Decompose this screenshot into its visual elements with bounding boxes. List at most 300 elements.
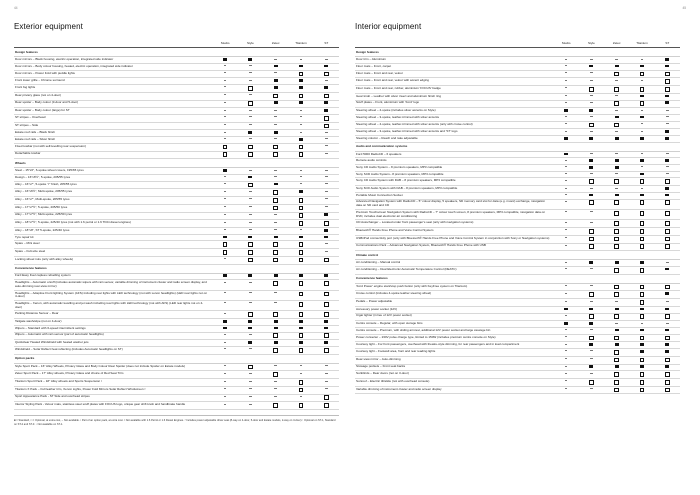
optional-marker [299,242,304,247]
availability-cell [212,280,237,290]
availability-cell [579,158,604,165]
availability-cell [553,228,578,236]
table-row [14,290,339,300]
standard-marker [665,101,669,104]
feature-label: Steering column – Reach and rake adjustable [355,136,553,143]
availability-cell [212,234,237,241]
optional-marker [324,395,329,400]
availability-cell [212,325,237,332]
availability-cell [288,273,313,280]
availability-cell [238,57,263,64]
optional-marker [640,211,645,216]
availability-cell [655,327,680,334]
availability-cell [655,291,680,299]
optional-marker [640,72,645,77]
standard-marker [299,274,303,277]
table-row [14,332,339,340]
feature-label: Door mirrors – Body colour housing, heated, electric operation, integrated side indicator [14,63,212,70]
availability-cell [314,234,339,241]
availability-cell [238,234,263,241]
feature-label: Communications Pack – Advanced Navigation System, Bluetooth® Hands Free Phone with USB [355,243,553,251]
availability-cell [553,57,578,64]
optional-marker [665,237,670,242]
optional-marker [273,242,278,247]
table-row [355,356,680,364]
availability-cell [263,273,288,280]
availability-cell [579,342,604,349]
availability-cell [604,93,629,100]
availability-cell [288,63,313,70]
table-row [14,181,339,189]
standard-marker [223,58,227,61]
optional-marker [614,314,619,319]
feature-label: Parking Distance Sensor – Rear [14,311,212,319]
optional-marker [640,358,645,363]
standard-marker [248,176,252,179]
availability-cell [263,363,288,371]
standard-marker [665,292,669,295]
column-header-zetec: Zetec [263,41,288,48]
availability-cell [288,249,313,257]
availability-cell [263,197,288,205]
availability-cell [655,121,680,129]
availability-cell [263,100,288,108]
availability-cell [553,386,578,394]
availability-cell [263,249,288,257]
standard-marker [640,261,644,264]
optional-marker [640,292,645,297]
optional-marker [589,292,594,297]
standard-marker [223,274,227,277]
availability-cell [604,114,629,121]
optional-marker [665,229,670,234]
standard-marker [589,308,593,311]
optional-marker [665,380,670,385]
feature-label: Tyre repair kit [14,234,212,241]
availability-cell [629,136,654,143]
availability-cell [314,363,339,371]
standard-marker [223,236,227,239]
availability-cell [212,57,237,64]
availability-cell [579,260,604,267]
optional-marker [223,145,228,150]
availability-cell [629,349,654,357]
availability-cell [263,168,288,175]
feature-label: Sunroof – Electric tilt/slide (not with overhead console) [355,378,553,386]
standard-marker [299,341,303,344]
feature-label: Rear privacy glass (not on 4-door) [14,92,212,100]
availability-cell [655,321,680,328]
availability-cell [288,78,313,85]
feature-label: Headlights – Adaptive Front lighting System (AFS) including rear lights with LED technology (not with xenon headlights) (LED rear lights not on 4-door) [14,290,212,300]
availability-cell [655,334,680,342]
availability-cell [212,332,237,340]
optional-marker [273,258,278,263]
standard-marker [274,79,278,82]
page-title-interior: Interior equipment [355,22,422,31]
optional-marker [665,179,670,184]
section-header-row [355,48,680,57]
availability-cell [604,108,629,115]
availability-cell [604,378,629,386]
availability-cell [579,100,604,108]
standard-marker [589,322,593,325]
availability-cell [314,332,339,340]
availability-cell [579,371,604,379]
table-row [14,174,339,181]
standard-marker [589,166,593,169]
optional-marker [589,314,594,319]
standard-marker [223,320,227,323]
availability-cell [314,220,339,228]
feature-label: Door trim – Aluminium [355,57,553,64]
standard-marker [299,65,303,68]
table-row [14,394,339,402]
table-row [355,86,680,94]
standard-marker [665,308,669,311]
optional-marker [665,372,670,377]
availability-cell [579,186,604,193]
availability-cell [212,108,237,115]
availability-cell [212,273,237,280]
feature-label: Bluetooth® Hands Free Phone and Voice Control System [355,228,553,236]
standard-marker [615,159,619,162]
availability-cell [655,349,680,357]
exterior-column [14,22,339,426]
optional-marker [299,198,304,203]
availability-cell [579,199,604,209]
optional-marker [273,152,278,157]
availability-cell [238,325,263,332]
availability-cell [288,394,313,402]
standard-marker [564,153,568,156]
availability-cell [604,178,629,186]
availability-cell [212,143,237,151]
feature-label: Sport Appearance Pack - ST Side and overhead stripes [14,394,212,402]
availability-cell [238,371,263,379]
feature-label: Detachable towbar [14,151,212,159]
availability-cell [288,151,313,159]
table-row [14,280,339,290]
feature-label: Interior Styling Pack - Velour mats, stainless steel scuff plates with FOCUS logo, unique gear shift knob and handbrake handle [14,402,212,410]
availability-cell [288,228,313,235]
availability-cell [655,178,680,186]
optional-marker [614,123,619,128]
optional-marker [299,281,304,286]
availability-cell [263,402,288,410]
availability-cell [553,313,578,321]
table-row [355,291,680,299]
optional-marker [324,302,329,307]
availability-cell [314,174,339,181]
availability-cell [604,158,629,165]
column-header-style: Style [579,41,604,48]
optional-marker [248,365,253,370]
availability-cell [629,114,654,121]
feature-label: ST stripes – Overhead [14,114,212,122]
availability-cell [579,178,604,186]
availability-cell [263,394,288,402]
section-header-row [14,159,339,168]
availability-cell [238,189,263,197]
availability-cell [263,280,288,290]
optional-marker [299,152,304,157]
standard-marker [324,327,328,330]
optional-marker [589,179,594,184]
availability-cell [288,122,313,130]
availability-cell [212,319,237,326]
standard-marker [615,166,619,169]
availability-cell [238,212,263,220]
optional-marker [614,388,619,393]
standard-marker [299,327,303,330]
optional-marker [640,314,645,319]
availability-cell [604,283,629,291]
standard-marker [274,183,278,186]
availability-cell [314,100,339,108]
availability-cell [238,143,263,151]
section-header-row [355,142,680,151]
availability-cell [655,100,680,108]
availability-cell [553,371,578,379]
standard-marker [640,159,644,162]
availability-cell [655,260,680,267]
standard-marker [665,194,669,197]
optional-marker [614,211,619,216]
table-row [355,342,680,349]
availability-cell [629,266,654,274]
table-row [14,220,339,228]
optional-marker [273,206,278,211]
standard-marker [615,329,619,332]
optional-marker [614,285,619,290]
table-row [355,283,680,291]
feature-label: Courtesy light – For front passengers, overhead with theatre-style dimming, for rear passengers and in load compartment [355,342,553,349]
optional-marker [640,372,645,377]
feature-label: Locking wheel nuts (only with alloy wheels) [14,256,212,264]
availability-cell [212,340,237,347]
availability-cell [212,204,237,212]
availability-cell [553,243,578,251]
availability-cell [553,70,578,78]
feature-label: Front fog lights [14,85,212,93]
table-row [14,402,339,410]
standard-marker [640,116,644,119]
optional-marker [614,229,619,234]
availability-cell [288,181,313,189]
table-row [355,100,680,108]
availability-cell [288,325,313,332]
availability-cell [629,260,654,267]
availability-cell [604,356,629,364]
standard-marker [248,327,252,330]
availability-cell [263,241,288,249]
standard-marker [665,95,669,98]
availability-cell [263,301,288,311]
availability-cell [579,57,604,64]
availability-cell [212,70,237,78]
availability-cell [288,212,313,220]
standard-marker [248,131,252,134]
feature-label: Floor mats – Front and rear, rubber, aluminium 'FOCUS' badge [355,86,553,94]
availability-cell [314,256,339,264]
section-title: Option packs [14,354,339,363]
availability-cell [553,151,578,158]
availability-cell [655,378,680,386]
standard-marker [324,101,328,104]
table-row [355,70,680,78]
optional-marker [589,380,594,385]
feature-label: Estate roof rails – Black finish [14,130,212,137]
availability-cell [579,235,604,243]
optional-marker [640,380,645,385]
availability-cell [604,306,629,313]
availability-cell [553,349,578,357]
table-row [355,93,680,100]
availability-cell [212,386,237,394]
optional-marker [273,145,278,150]
table-row [355,266,680,274]
availability-cell [579,86,604,94]
availability-cell [553,114,578,121]
availability-cell [553,192,578,199]
table-row [355,129,680,136]
table-row [355,321,680,328]
standard-marker [665,329,669,332]
standard-marker [248,341,252,344]
standard-marker [324,236,328,239]
availability-cell [288,130,313,137]
optional-marker [299,333,304,338]
optional-marker [273,333,278,338]
availability-cell [288,168,313,175]
availability-cell [579,63,604,70]
availability-cell [629,327,654,334]
table-row [14,100,339,108]
feature-label: Spare – Mini steel [14,241,212,249]
availability-cell [553,334,578,342]
table-row [355,313,680,321]
availability-cell [553,378,578,386]
optional-marker [589,237,594,242]
availability-cell [655,299,680,307]
availability-cell [579,356,604,364]
availability-cell [212,130,237,137]
availability-cell [288,311,313,319]
availability-cell [604,220,629,228]
optional-marker [299,258,304,263]
optional-marker [665,200,670,205]
availability-cell [314,151,339,159]
optional-marker [223,152,228,157]
standard-marker [274,236,278,239]
availability-cell [212,301,237,311]
optional-marker [665,221,670,226]
availability-cell [553,327,578,334]
availability-cell [629,334,654,342]
optional-marker [665,388,670,393]
availability-cell [212,402,237,410]
availability-cell [238,63,263,70]
optional-marker [589,229,594,234]
availability-cell [579,192,604,199]
optional-marker [248,250,253,255]
standard-marker [589,65,593,68]
exterior-table-head [14,41,339,48]
availability-cell [604,299,629,307]
standard-marker [299,190,303,193]
feature-label: Steering wheel – 4-spoke, leather-trimmed with silver accents (only with cruise control) [355,121,553,129]
availability-cell [604,121,629,129]
table-row [14,130,339,137]
availability-cell [288,174,313,181]
availability-cell [212,63,237,70]
standard-marker [299,79,303,82]
section-title: Design features [14,48,339,57]
availability-cell [629,129,654,136]
availability-cell [212,137,237,144]
feature-label: Headlights – Xenon, with automatic levelling and jet wash including rear lights with LED technology (not with AFS) (LED rear lights not on 4-door) [14,301,212,311]
feature-label: Sony 6CD Audio System with DAB – 8 premium speakers, MP3 compatible [355,186,553,193]
optional-marker [614,179,619,184]
standard-marker [665,350,669,353]
availability-cell [288,241,313,249]
availability-cell [263,234,288,241]
interior-table-body [355,48,680,394]
availability-cell [263,212,288,220]
availability-cell [579,349,604,357]
availability-cell [212,290,237,300]
availability-cell [629,86,654,94]
page-title-exterior: Exterior equipment [14,22,83,31]
availability-cell [655,220,680,228]
optional-marker [640,101,645,106]
table-row [355,178,680,186]
footnotes-exterior: ■ = Standard, □ = Optional, at extra cost, – Not available. ¹ Part of an option pack, at extra cost. ² Not available with 1.6 Petrol or 1.6 Diesel Engines. ³ Includes power adjustable driver seat (8-way on 4-door, 5-door and Estate models, 2-way on 3-door).⁴ Optional on ST-1, Standard on ST-2 and ST-3. ⁵ Not available on ST-1. [14,415,339,426]
feature-label: Fixed towbar (not with self-levelling rear suspension) [14,143,212,151]
section-header-row [14,264,339,273]
availability-cell [263,92,288,100]
table-row [14,78,339,85]
optional-marker [665,211,670,216]
standard-marker [324,86,328,89]
optional-marker [614,200,619,205]
optional-marker [640,388,645,393]
standard-marker [589,365,593,368]
availability-cell [263,256,288,264]
table-row [355,171,680,178]
availability-cell [579,129,604,136]
availability-cell [314,290,339,300]
availability-cell [655,356,680,364]
availability-cell [288,189,313,197]
standard-marker [564,137,568,140]
optional-marker [589,200,594,205]
availability-cell [655,192,680,199]
standard-marker [615,194,619,197]
availability-cell [314,228,339,235]
availability-cell [238,379,263,387]
availability-cell [314,301,339,311]
optional-marker [665,72,670,77]
optional-marker [273,281,278,286]
optional-marker [614,350,619,355]
availability-cell [263,290,288,300]
feature-label: Air conditioning – Dual Electronic Automatic Temperature Control (DEATC) [355,266,553,274]
availability-cell [212,181,237,189]
availability-cell [238,346,263,354]
availability-cell [263,311,288,319]
